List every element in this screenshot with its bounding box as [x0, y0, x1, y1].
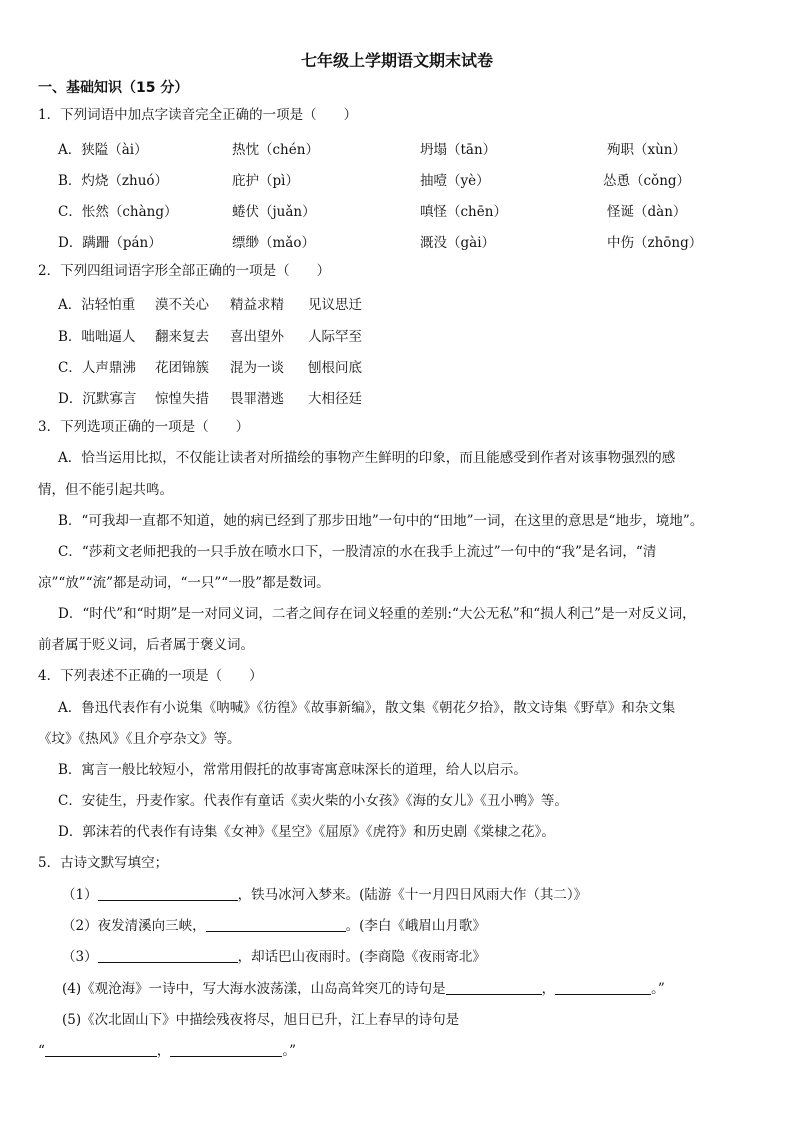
q1-b-4: 怂恿（cǒng） — [603, 173, 691, 189]
answer-blank[interactable] — [206, 917, 346, 932]
q1-a-2: 热忱（chén） — [232, 142, 319, 158]
q5-l3-prefix: （3） — [62, 949, 98, 965]
q5-line-6 — [38, 1042, 296, 1060]
q3-option-d-cont: 前者属于贬义词，后者属于褒义词。 — [38, 637, 254, 653]
q5-l1-suffix: ，铁马冰河入梦来。(陆游《十一月四日风雨大作（其二）》 — [237, 887, 588, 903]
q1-d-4: 中伤（zhōng） — [607, 235, 703, 251]
q5-line-3 — [62, 948, 486, 966]
answer-blank[interactable] — [45, 1042, 157, 1057]
answer-blank[interactable] — [446, 980, 542, 995]
q1-d-3: 溉没（gài） — [420, 235, 496, 251]
q3-option-c-cont: 凉”“放”“流”都是动词，“一只”“一股”都是数词。 — [38, 575, 330, 591]
question-4-stem: 4．下列表述不正确的一项是（ ） — [38, 668, 263, 684]
q1-option-row — [0, 169, 794, 187]
q2-option-row — [0, 356, 794, 374]
q2-c-4: 刨根问底 — [308, 360, 362, 376]
q1-a-4: 殉职（xùn） — [607, 142, 687, 158]
q2-c-1: C．人声鼎沸 — [58, 360, 136, 376]
q2-option-row — [0, 293, 794, 311]
q1-b-2: 庇护（pì） — [232, 173, 299, 189]
q1-b-1: B．灼烧（zhuó） — [58, 173, 169, 189]
q5-l4-prefix: (4)《观沧海》一诗中，写大海水波荡漾，山岛高耸突兀的诗句是 — [62, 981, 446, 997]
q3-option-a: A．恰当运用比拟，不仅能让读者对所描绘的事物产生鲜明的印象，而且能感受到作者对该事物强烈的感 — [58, 450, 676, 466]
q5-l6-suffix: 。” — [282, 1043, 297, 1059]
q3-option-d: D．“时代”和“时期”是一对同义词，二者之间存在词义轻重的差别:“大公无私”和“损人利己”是一对反义词， — [58, 606, 696, 622]
answer-blank[interactable] — [98, 886, 238, 901]
question-2-stem: 2．下列四组词语字形全部正确的一项是（ ） — [38, 263, 331, 279]
question-3-stem: 3．下列选项正确的一项是（ ） — [38, 419, 250, 435]
q3-option-a-cont: 情，但不能引起共鸣。 — [38, 482, 173, 498]
q2-d-1: D．沉默寡言 — [58, 391, 137, 407]
q5-line-1 — [62, 886, 587, 904]
q2-a-2: 漠不关心 — [155, 297, 209, 313]
q1-b-3: 抽噎（yè） — [420, 173, 490, 189]
q2-c-3: 混为一谈 — [230, 360, 284, 376]
q1-option-row — [0, 138, 794, 156]
q2-b-4: 人际罕至 — [308, 329, 362, 345]
q2-a-1: A．沾轻怕重 — [58, 297, 136, 313]
q2-d-4: 大相径廷 — [308, 391, 362, 407]
q2-b-3: 喜出望外 — [230, 329, 284, 345]
q3-option-b: B．“可我却一直都不知道，她的病已经到了那步田地”一句中的“田地”一词，在这里的意思是“地步，境地”。 — [58, 513, 704, 529]
answer-blank[interactable] — [170, 1042, 282, 1057]
section-heading: 一、基础知识（15 分） — [38, 80, 189, 96]
q4-option-d: D．郭沫若的代表作有诗集《女神》《星空》《屈原》《虎符》和历史剧《棠棣之花》。 — [58, 824, 555, 840]
q2-b-1: B．咄咄逼人 — [58, 329, 136, 345]
q1-a-3: 坍塌（tān） — [420, 142, 497, 158]
page-title: 七年级上学期语文期末试卷 — [300, 51, 493, 70]
q5-l2-suffix: 。(李白《峨眉山月歌》 — [345, 918, 486, 934]
q1-c-2: 蜷伏（juǎn） — [232, 204, 316, 220]
q2-option-row — [0, 325, 794, 343]
q4-option-a: A．鲁迅代表作有小说集《呐喊》《彷徨》《故事新编》，散文集《朝花夕拾》，散文诗集《野草》和杂文集 — [58, 700, 676, 716]
q1-d-1: D．蹒跚（pán） — [58, 235, 162, 251]
q5-line-2 — [62, 917, 486, 935]
q2-b-2: 翻来复去 — [155, 329, 209, 345]
q1-option-row — [0, 200, 794, 218]
q5-line-4 — [62, 980, 665, 998]
q2-d-3: 畏罪潜逃 — [230, 391, 284, 407]
answer-blank[interactable] — [555, 980, 651, 995]
q5-l6-middle: ， — [156, 1043, 171, 1059]
q5-l3-suffix: ，却话巴山夜雨时。(李商隐《夜雨寄北》 — [237, 949, 486, 965]
q1-c-4: 怪诞（dàn） — [607, 204, 687, 220]
question-5-stem: 5．古诗文默写填空； — [38, 855, 169, 871]
q1-c-1: C．怅然（chàng） — [58, 204, 178, 220]
q3-option-c: C．“莎莉文老师把我的一只手放在喷水口下，一股清凉的水在我手上流过”一句中的“我”是名词，“清 — [58, 544, 657, 560]
q5-l2-prefix: （2）夜发清溪向三峡， — [62, 918, 206, 934]
q2-a-4: 见议思迁 — [308, 297, 362, 313]
q5-l1-prefix: （1） — [62, 887, 98, 903]
q2-a-3: 精益求精 — [230, 297, 284, 313]
q1-a-1: A．狭隘（ài） — [58, 142, 148, 158]
answer-blank[interactable] — [98, 948, 238, 963]
q2-c-2: 花团锦簇 — [155, 360, 209, 376]
question-1-stem: 1．下列词语中加点字读音完全正确的一项是（ ） — [38, 107, 358, 123]
q2-d-2: 惊惶失措 — [155, 391, 209, 407]
q5-l4-suffix: 。” — [651, 981, 665, 997]
q1-option-row — [0, 231, 794, 249]
q2-option-row — [0, 387, 794, 405]
q4-option-c: C．安徒生，丹麦作家。代表作有童话《卖火柴的小女孩》《海的女儿》《丑小鸭》等。 — [58, 793, 568, 809]
q5-l6-prefix: “ — [38, 1043, 45, 1059]
q1-d-2: 缥缈（mǎo） — [232, 235, 315, 251]
q5-line-5: (5)《次北固山下》中描绘残夜将尽，旭日已升，江上春早的诗句是 — [62, 1012, 460, 1028]
q1-c-3: 嗔怪（chēn） — [420, 204, 507, 220]
q4-option-a-cont: 《坟》《热风》《且介亭杂文》等。 — [38, 731, 241, 747]
q4-option-b: B．寓言一般比较短小，常常用假托的故事寄寓意味深长的道理，给人以启示。 — [58, 762, 527, 778]
q5-l4-middle: ， — [541, 981, 556, 997]
